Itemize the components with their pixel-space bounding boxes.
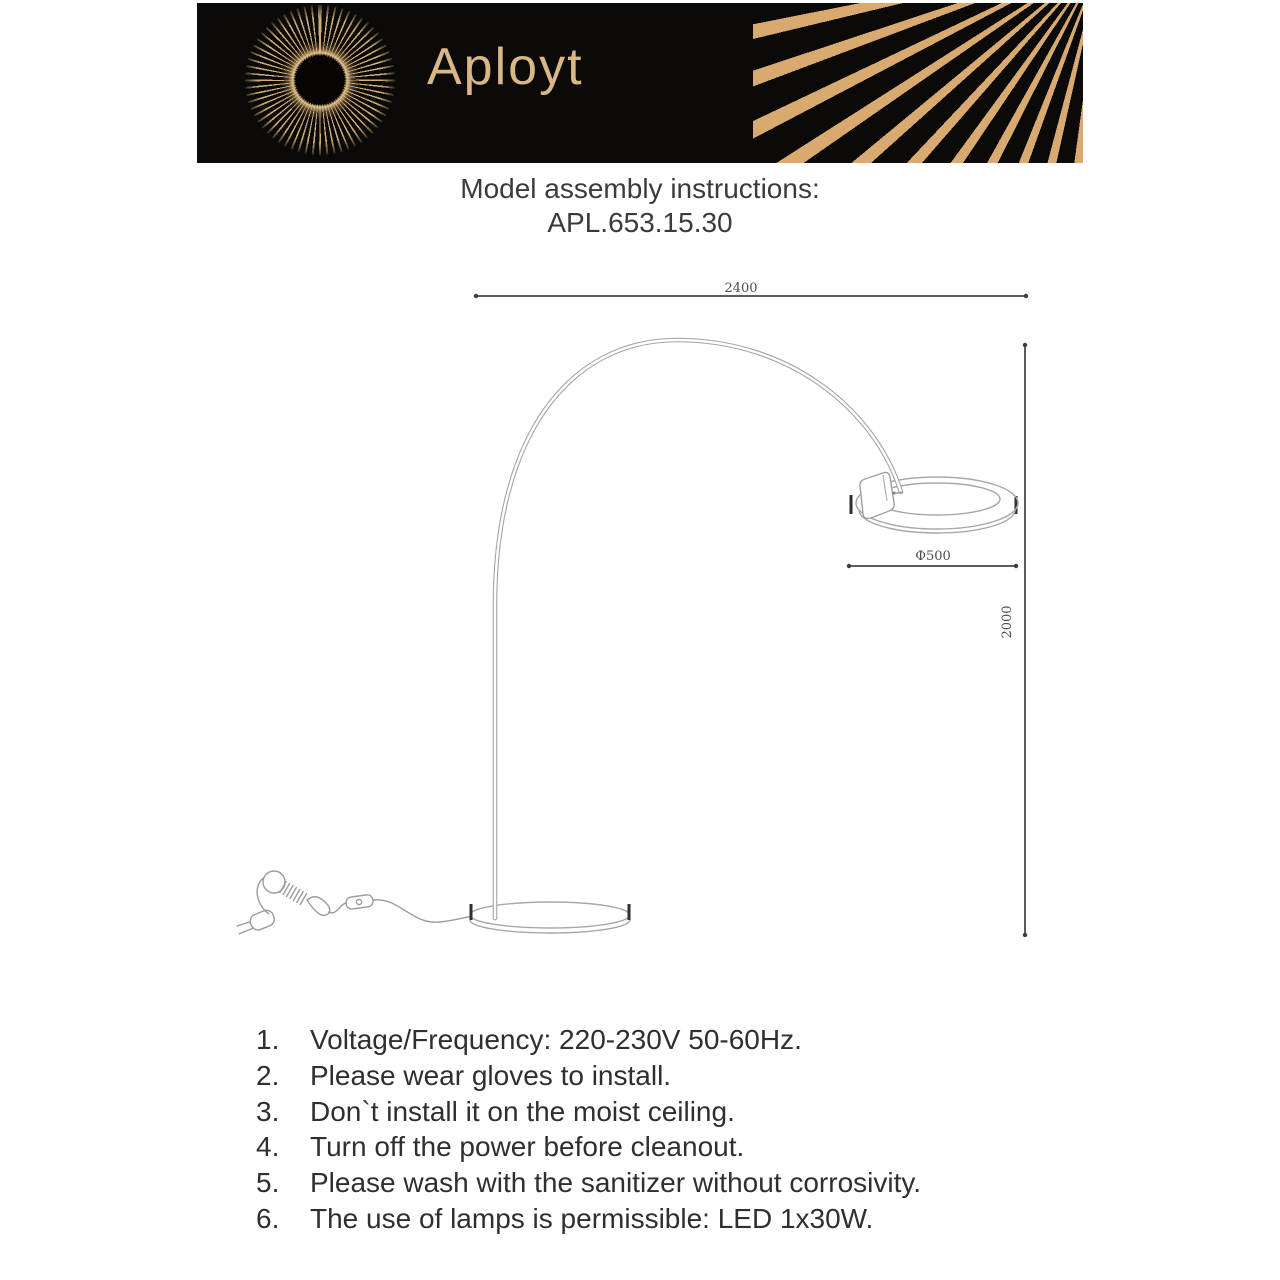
brand-name: Aployt bbox=[427, 38, 584, 96]
item-number: 1. bbox=[256, 1024, 280, 1055]
item-number: 6. bbox=[256, 1202, 280, 1234]
list-item bbox=[256, 1165, 1086, 1201]
item-text: The use of lamps is permissible: LED 1x30W. bbox=[310, 1202, 874, 1234]
height-dimension bbox=[1000, 343, 1027, 937]
item-text: Turn off the power before cleanout. bbox=[310, 1131, 745, 1163]
brand-banner bbox=[197, 3, 1083, 163]
title-line-1: Model assembly instructions: bbox=[460, 173, 820, 204]
corner-rays-decoration-icon bbox=[753, 3, 1083, 163]
inline-switch-icon bbox=[345, 894, 373, 910]
item-text: Don`t install it on the moist ceiling. bbox=[310, 1095, 735, 1127]
list-item bbox=[256, 1022, 1086, 1058]
item-text: Please wash with the sanitizer without corrosivity. bbox=[310, 1167, 922, 1199]
diameter-dimension-label: Ф500 bbox=[915, 549, 951, 564]
item-number: 2. bbox=[256, 1059, 280, 1091]
power-cord bbox=[234, 871, 477, 938]
page-title bbox=[0, 172, 1280, 240]
arc-pole bbox=[495, 340, 901, 918]
list-item bbox=[256, 1129, 1086, 1165]
item-number: 4. bbox=[256, 1131, 280, 1163]
item-text: Voltage/Frequency: 220-230V 50-60Hz. bbox=[310, 1024, 802, 1055]
item-number: 3. bbox=[256, 1095, 280, 1127]
list-item bbox=[256, 1058, 1086, 1094]
lamp-technical-drawing bbox=[225, 270, 1045, 970]
item-number: 5. bbox=[256, 1167, 280, 1199]
model-number: APL.653.15.30 bbox=[547, 207, 733, 238]
height-dimension-label: 2000 bbox=[1000, 605, 1015, 639]
list-item bbox=[256, 1201, 1086, 1237]
list-item bbox=[256, 1094, 1086, 1130]
sunburst-logo-icon bbox=[245, 5, 395, 155]
width-dimension bbox=[474, 281, 1028, 298]
instruction-list bbox=[256, 1022, 1086, 1237]
plug-icon bbox=[234, 908, 276, 937]
width-dimension-label: 2400 bbox=[724, 281, 758, 296]
item-text: Please wear gloves to install. bbox=[310, 1059, 672, 1091]
